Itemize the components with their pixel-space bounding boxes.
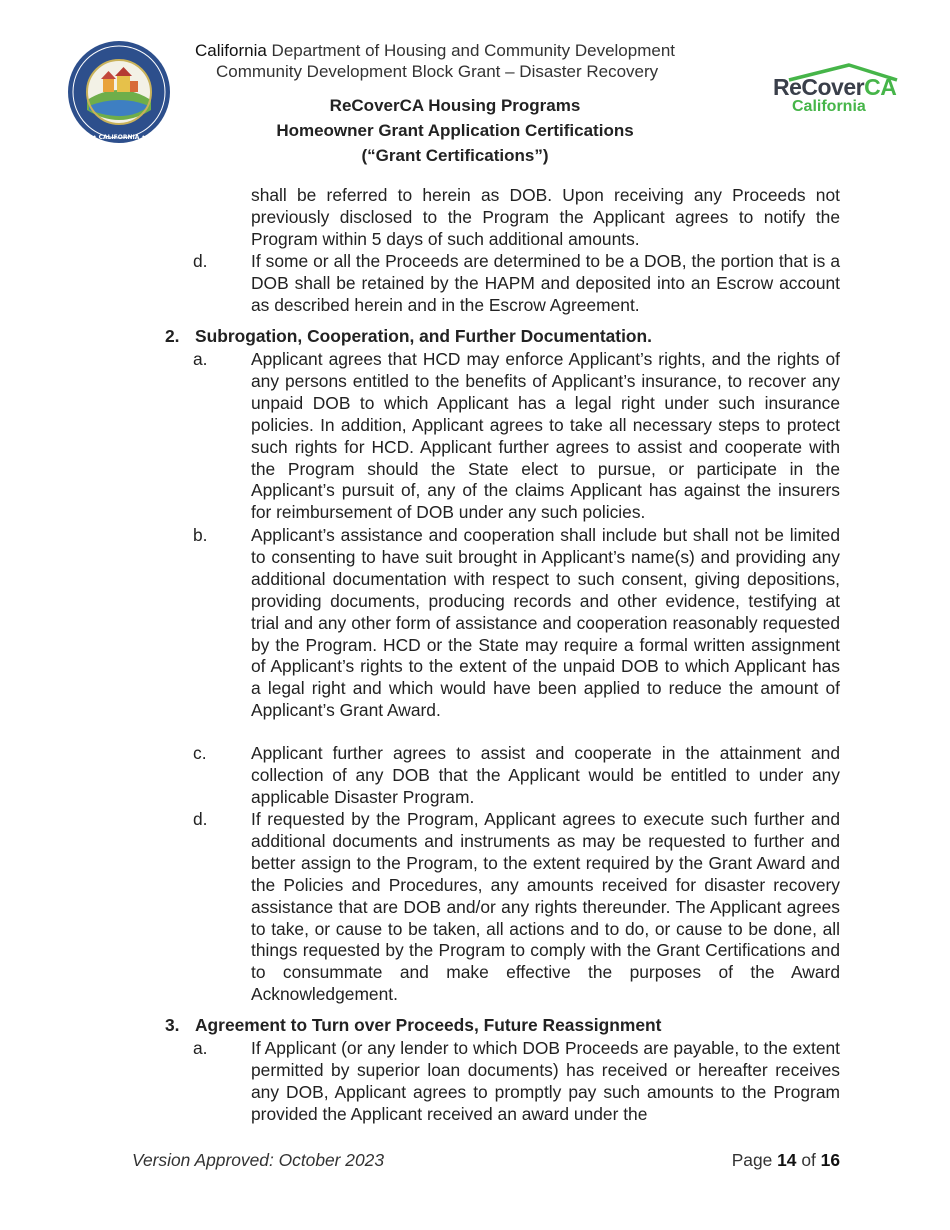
recoverca-logo: [773, 62, 897, 116]
header-department: Department of Housing and Community Development: [266, 41, 676, 60]
item-label: d.: [193, 251, 208, 271]
title-line-1: ReCoverCA Housing Programs: [329, 96, 581, 115]
version-footer: Version Approved: October 2023: [132, 1150, 384, 1170]
item-label: c.: [193, 743, 207, 763]
logo-wordmark: ReCoverCA: [773, 74, 897, 100]
item-text: If some or all the Proceeds are determined to be a DOB, the portion that is a DOB shall be retained by the HAPM and deposited into an Escrow account as described herein and in the Escrow Agreement.: [251, 251, 840, 315]
current-page: 14: [777, 1150, 797, 1170]
document-title: [230, 93, 680, 168]
title-line-3: (“Grant Certifications”): [361, 146, 549, 165]
item-label: d.: [193, 809, 208, 829]
item-text: Applicant agrees that HCD may enforce Applicant’s rights, and the rights of any persons entitled to the benefits of Applicant’s insurance, to recover any unpaid DOB to which Applicant has a legal right under such insurance policies. In addition, Applicant agrees to take all necessary steps to protect such rights for HCD. Applicant further agrees to assist and cooperate with the Program should the State elect to pursue, or participate in the Applicant’s pursuit of, any of the claims Applicant has against the insurers for reimbursement of DOB under any such policies.: [251, 349, 840, 523]
item-text: Applicant further agrees to assist and cooperate in the attainment and collection of any DOB that the Applicant would be entitled to under any applicable Disaster Program.: [251, 743, 840, 807]
page-number: Page 14 of 16: [731, 1150, 840, 1170]
item-label: a.: [193, 349, 208, 369]
total-pages: 16: [820, 1150, 840, 1170]
header-department-line: [195, 41, 675, 61]
continued-paragraph: shall be referred to herein as DOB. Upon receiving any Proceeds not previously disclosed to the Program the Applicant agrees to notify the Program within 5 days of such additional amounts.: [251, 185, 840, 249]
item-text: If Applicant (or any lender to which DOB Proceeds are payable, to the extent permitted by superior loan documents) has received or hereafter receives any DOB, Applicant agrees to promptly pay such amounts to the Program provided the Applicant received an award under the: [251, 1038, 840, 1124]
item-text: Applicant’s assistance and cooperation shall include but shall not be limited to consenting to have suit brought in Applicant’s name(s) and providing any additional documentation with respect to such consent, giving depositions, providing documents, producing records and other evidence, testifying at trial and any other form of assistance and cooperation reasonably requested by the Program. HCD or the State may require a formal written assignment of Applicant’s rights to the extent of the unpaid DOB to which Applicant has a legal right and which would have been applied to reduce the amount of Applicant’s Grant Award.: [251, 525, 840, 721]
title-line-2: Homeowner Grant Application Certifications: [276, 121, 634, 140]
section-3-heading: 3. Agreement to Turn over Proceeds, Future Reassignment: [165, 1015, 662, 1035]
header-california: California: [195, 41, 267, 60]
svg-text:• CALIFORNIA •: • CALIFORNIA •: [92, 134, 146, 141]
item-label: b.: [193, 525, 208, 545]
item-text: If requested by the Program, Applicant agrees to execute such further and additional documents and instruments as may be requested to further and better assign to the Program, to the extent required by the Grant Award and the Policies and Procedures, any amounts received for disaster recovery assistance that are DOB and/or any rights thereunder. The Applicant agrees to take, or cause to be taken, all actions and to do, or cause to be done, all things requested by the Program to comply with the Grant Certifications and to consummate and make effective the purposes of the Award Acknowledgement.: [251, 809, 840, 1005]
item-label: a.: [193, 1038, 208, 1058]
hcd-seal-logo: [67, 40, 171, 144]
logo-california: California: [792, 98, 866, 115]
section-2-heading: 2. Subrogation, Cooperation, and Further Documentation.: [165, 326, 652, 346]
header-program-line: Community Development Block Grant – Disaster Recovery: [216, 62, 659, 81]
